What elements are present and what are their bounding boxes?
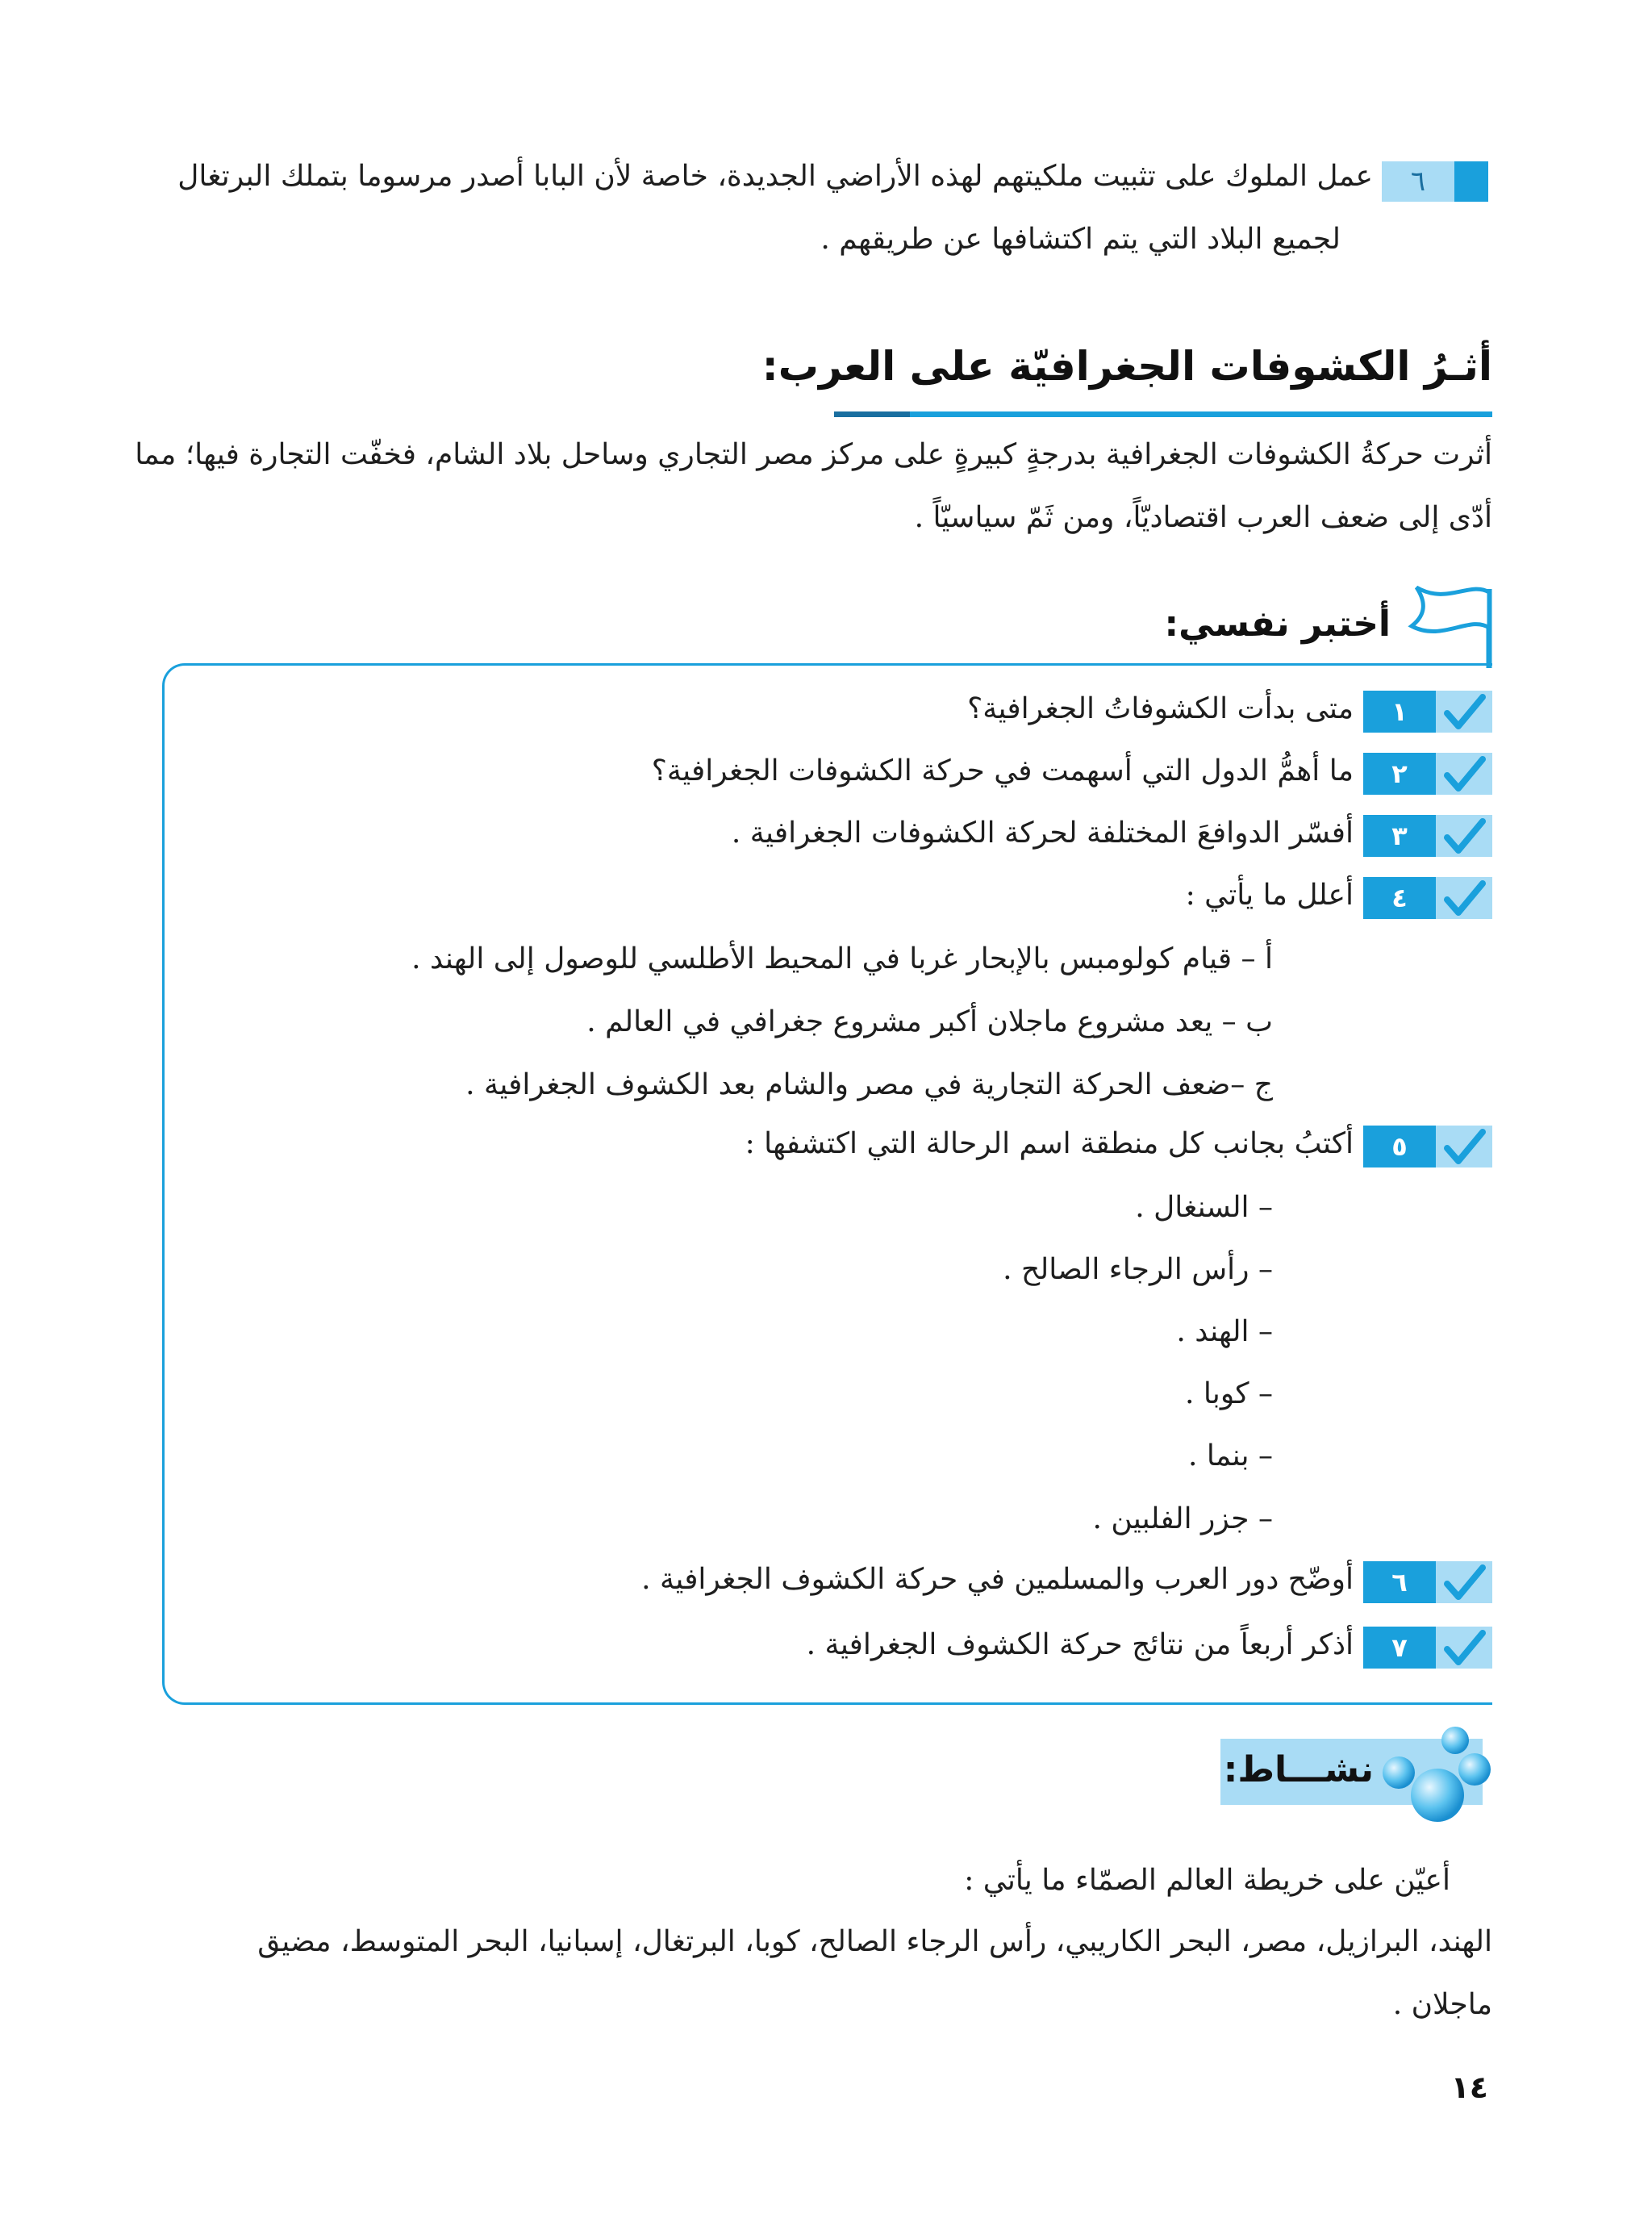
question-1-number: ١ bbox=[1363, 691, 1436, 733]
question-5-number: ٥ bbox=[1363, 1126, 1436, 1167]
question-2-number: ٢ bbox=[1363, 753, 1436, 795]
section-title-underline bbox=[834, 411, 1492, 417]
intro-line-1: عمل الملوك على تثبيت ملكيتهم لهذه الأراضي الجديدة، خاصة لأن البابا أصدر مرسوما بتملك البرتغال bbox=[177, 160, 1373, 193]
section-paragraph-line-1: أثرت حركةُ الكشوفات الجغرافية بدرجةٍ كبيرةٍ على مركز مصر التجاري وساحل بلاد الشام، فخفّت التجارة فيها؛ مما bbox=[135, 438, 1492, 471]
question-6-text: أوضّح دور العرب والمسلمين في حركة الكشوف الجغرافية . bbox=[641, 1563, 1354, 1596]
section-paragraph-line-2: أدّى إلى ضعف العرب اقتصاديّاً، ومن ثَمّ سياسيّاً . bbox=[914, 501, 1492, 534]
activity-line-3: ماجلان . bbox=[1392, 1988, 1492, 2021]
question-6-number: ٦ bbox=[1363, 1561, 1436, 1603]
check-icon bbox=[1444, 879, 1486, 917]
page-number: ١٤ bbox=[1450, 2070, 1488, 2105]
question-4-badge bbox=[1363, 877, 1492, 919]
question-4-subitem-b: ب – يعد مشروع ماجلان أكبر مشروع جغرافي في العالم . bbox=[586, 1005, 1273, 1038]
question-4-subitem-a: أ – قيام كولومبس بالإبحار غربا في المحيط الأطلسي للوصول إلى الهند . bbox=[411, 942, 1273, 975]
question-3-number: ٣ bbox=[1363, 815, 1436, 857]
flag-icon bbox=[1402, 573, 1499, 670]
question-5-region-4: – كوبا . bbox=[1184, 1377, 1273, 1410]
check-icon bbox=[1444, 817, 1486, 855]
question-7-badge bbox=[1363, 1627, 1492, 1669]
question-1-badge bbox=[1363, 691, 1492, 733]
question-4-subitem-c: ج –ضعف الحركة التجارية في مصر والشام بعد الكشوف الجغرافية . bbox=[465, 1068, 1273, 1101]
intro-badge-number: ٦ bbox=[1382, 161, 1454, 202]
check-icon bbox=[1444, 692, 1486, 731]
section-title: أثـرُ الكشوفات الجغرافيّة على العرب: bbox=[761, 343, 1492, 390]
question-4-text: أعلل ما يأتي : bbox=[1185, 879, 1354, 912]
question-1-text: متى بدأت الكشوفاتُ الجغرافية؟ bbox=[967, 692, 1354, 725]
question-7-number: ٧ bbox=[1363, 1627, 1436, 1669]
question-2-badge bbox=[1363, 753, 1492, 795]
activity-line-2: الهند، البرازيل، مصر، البحر الكاريبي، رأس الرجاء الصالح، كوبا، البرتغال، إسبانيا، البحر المتوسط، مضيق bbox=[257, 1925, 1492, 1958]
question-3-text: أفسّر الدوافعَ المختلفة لحركة الكشوفات الجغرافية . bbox=[731, 817, 1354, 850]
question-7-text: أذكر أربعاً من نتائج حركة الكشوف الجغرافية . bbox=[806, 1628, 1354, 1661]
activity-title: نشـــاط: bbox=[1223, 1749, 1374, 1790]
self-test-title: أختبر نفسي: bbox=[1164, 604, 1391, 645]
question-5-region-6: – جزر الفلبين . bbox=[1092, 1502, 1273, 1535]
question-6-badge bbox=[1363, 1561, 1492, 1603]
question-5-badge bbox=[1363, 1126, 1492, 1167]
question-5-region-3: – الهند . bbox=[1176, 1315, 1273, 1348]
activity-line-1: أعيّن على خريطة العالم الصمّاء ما يأتي : bbox=[964, 1864, 1450, 1897]
question-4-number: ٤ bbox=[1363, 877, 1436, 919]
check-icon bbox=[1444, 1628, 1486, 1667]
intro-badge-square bbox=[1454, 161, 1488, 202]
question-2-text: ما أهمُّ الدول التي أسهمت في حركة الكشوفات الجغرافية؟ bbox=[651, 754, 1354, 787]
section-title-underline-dark bbox=[834, 411, 910, 417]
question-3-badge bbox=[1363, 815, 1492, 857]
question-5-region-1: – السنغال . bbox=[1135, 1191, 1273, 1224]
check-icon bbox=[1444, 1563, 1486, 1602]
question-5-text: أكتبُ بجانب كل منطقة اسم الرحالة التي اكتشفها : bbox=[745, 1127, 1354, 1160]
bubbles-icon bbox=[1379, 1723, 1492, 1827]
question-5-region-5: – بنما . bbox=[1188, 1439, 1273, 1472]
check-icon bbox=[1444, 1127, 1486, 1166]
intro-line-2: لجميع البلاد التي يتم اكتشافها عن طريقهم . bbox=[820, 223, 1341, 256]
question-5-region-2: – رأس الرجاء الصالح . bbox=[1003, 1253, 1273, 1286]
check-icon bbox=[1444, 754, 1486, 793]
